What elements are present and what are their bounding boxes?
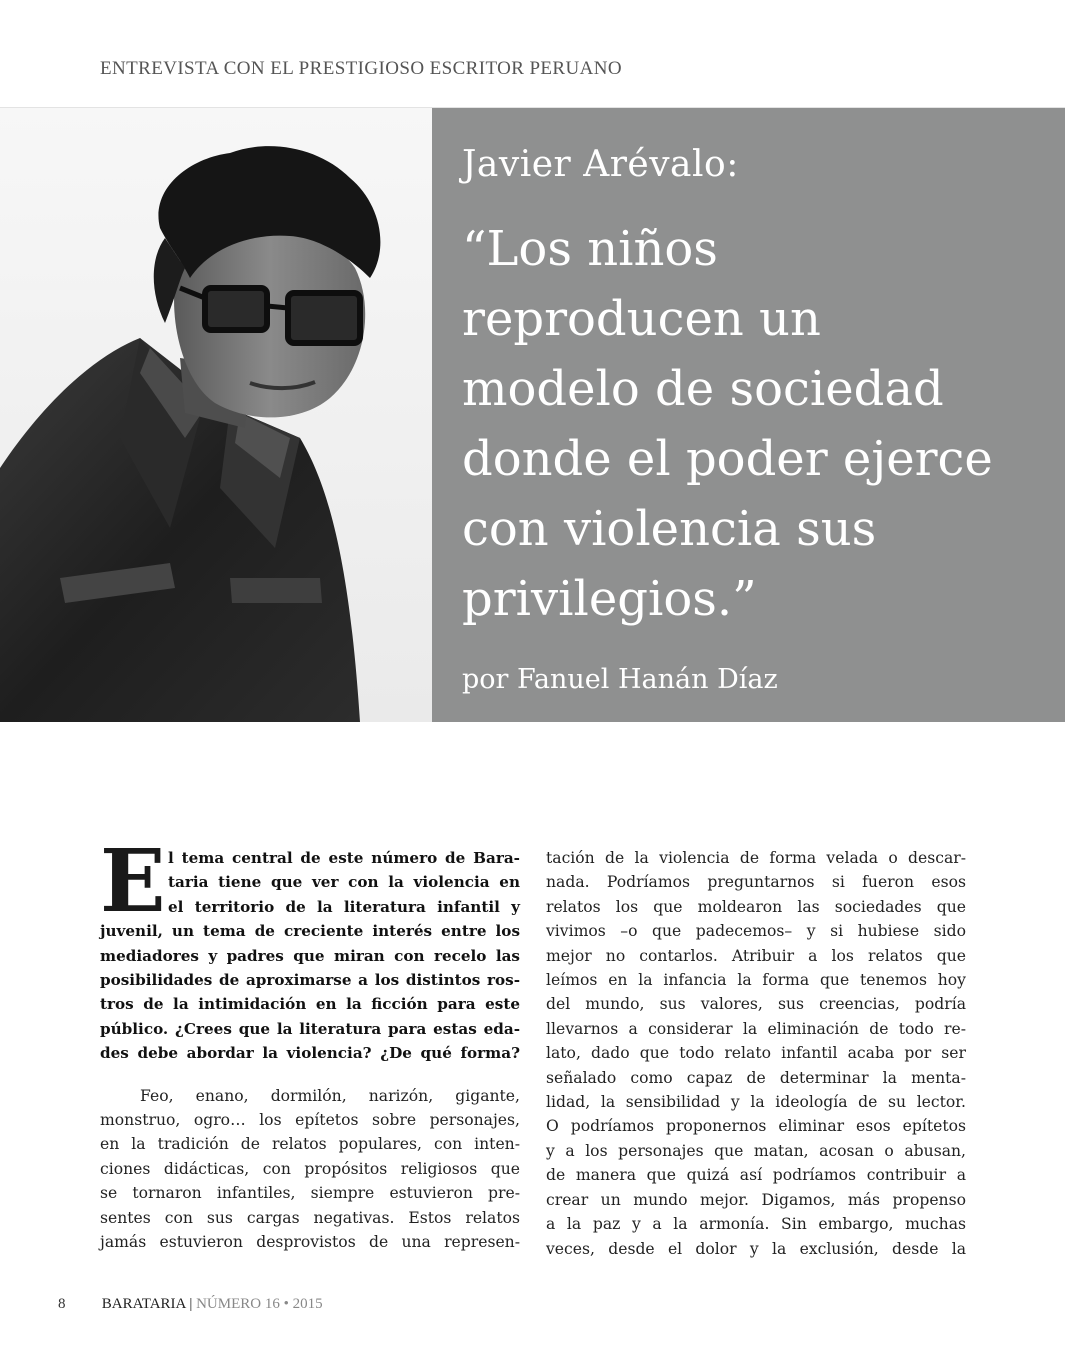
body-paragraph bbox=[100, 1084, 520, 1255]
text-line: y a los personajes que matan, acosan o abusan, bbox=[546, 1141, 966, 1160]
article-column-right bbox=[546, 846, 966, 1261]
text-line: vivimos –o que padecemos– y si hubiese sido bbox=[546, 922, 966, 941]
text-line: monstruo, ogro… los epítetos sobre personajes, bbox=[100, 1111, 520, 1130]
text-line: crear un mundo mejor. Digamos, más propenso bbox=[546, 1190, 966, 1209]
text-line: mediadores y padres que miran con recelo las bbox=[100, 946, 520, 965]
quote-line: con violencia sus bbox=[462, 501, 877, 557]
magazine-name: BARATARIA bbox=[101, 1296, 186, 1312]
text-line: tación de la violencia de forma velada o descar- bbox=[546, 849, 966, 867]
text-line: nada. Podríamos preguntarnos si fueron esos bbox=[546, 873, 966, 892]
text-line: lato, dado que todo relato infantil acaba por ser bbox=[546, 1044, 966, 1063]
text-line: veces, desde el dolor y la exclusión, desde la bbox=[546, 1239, 966, 1258]
title-panel bbox=[432, 108, 1065, 722]
text-line: leímos en la infancia la forma que tenemos hoy bbox=[546, 971, 966, 990]
text-line: Feo, enano, dormilón, narizón, gigante, bbox=[140, 1086, 520, 1105]
text-line: taria tiene que ver con la violencia en bbox=[168, 873, 520, 892]
author-portrait bbox=[0, 108, 432, 722]
text-line: mejor no contarlos. Atribuir a los relatos que bbox=[546, 946, 966, 965]
text-line: en la tradición de relatos populares, con inten- bbox=[100, 1135, 520, 1154]
drop-cap: E bbox=[100, 831, 166, 932]
text-line: tros de la intimidación en la ficción para este bbox=[100, 995, 520, 1014]
text-line: lidad, la sensibilidad y la ideología de su lector. bbox=[546, 1093, 966, 1112]
page-kicker: ENTREVISTA CON EL PRESTIGIOSO ESCRITOR PERUANO bbox=[100, 58, 622, 79]
text-line: des debe abordar la violencia? ¿De qué forma? bbox=[100, 1044, 520, 1063]
text-line: se tornaron infantiles, siempre estuvieron pre- bbox=[100, 1184, 520, 1203]
text-line: sentes con sus cargas negativas. Estos relatos bbox=[100, 1208, 520, 1227]
text-line: el territorio de la literatura infantil y bbox=[168, 897, 520, 916]
text-line: relatos los que moldearon las sociedades que bbox=[546, 897, 966, 916]
text-line: llevarnos a considerar la eliminación de todo re- bbox=[546, 1019, 966, 1038]
footer-separator: | bbox=[189, 1296, 193, 1312]
headline-quote bbox=[462, 214, 1042, 634]
text-line: juvenil, un tema de creciente interés entre los bbox=[100, 922, 520, 941]
text-line: jamás estuvieron desprovistos de una represen- bbox=[100, 1233, 520, 1252]
text-line: O podríamos proponernos eliminar esos epítetos bbox=[546, 1117, 966, 1136]
page-number: 8 bbox=[58, 1296, 66, 1312]
text-line: l tema central de este número de Bara- bbox=[168, 849, 520, 867]
quote-line: reproducen un bbox=[462, 291, 821, 347]
interviewee-name: Javier Arévalo: bbox=[462, 144, 739, 185]
text-line: ciones didácticas, con propósitos religiosos que bbox=[100, 1159, 520, 1178]
text-line: del mundo, sus valores, sus creencias, podría bbox=[546, 995, 966, 1014]
article-column-left bbox=[100, 831, 520, 1255]
byline: por Fanuel Hanán Díaz bbox=[462, 664, 778, 695]
quote-line: privilegios.” bbox=[462, 571, 757, 627]
quote-line: “Los niños bbox=[462, 221, 718, 277]
quote-line: donde el poder ejerce bbox=[462, 431, 993, 487]
quote-line: modelo de sociedad bbox=[462, 361, 944, 417]
text-line: señalado como capaz de determinar la menta- bbox=[546, 1068, 966, 1087]
lead-question bbox=[100, 831, 520, 1066]
text-line: público. ¿Crees que la literatura para estas eda- bbox=[100, 1019, 520, 1038]
text-line: de manera que quizá así podríamos contribuir a bbox=[546, 1166, 966, 1185]
text-line: a la paz y a la armonía. Sin embargo, muchas bbox=[546, 1215, 966, 1234]
text-line: posibilidades de aproximarse a los distintos ros- bbox=[100, 971, 520, 990]
issue-info: NÚMERO 16 • 2015 bbox=[196, 1296, 323, 1312]
page-footer bbox=[58, 1296, 323, 1313]
